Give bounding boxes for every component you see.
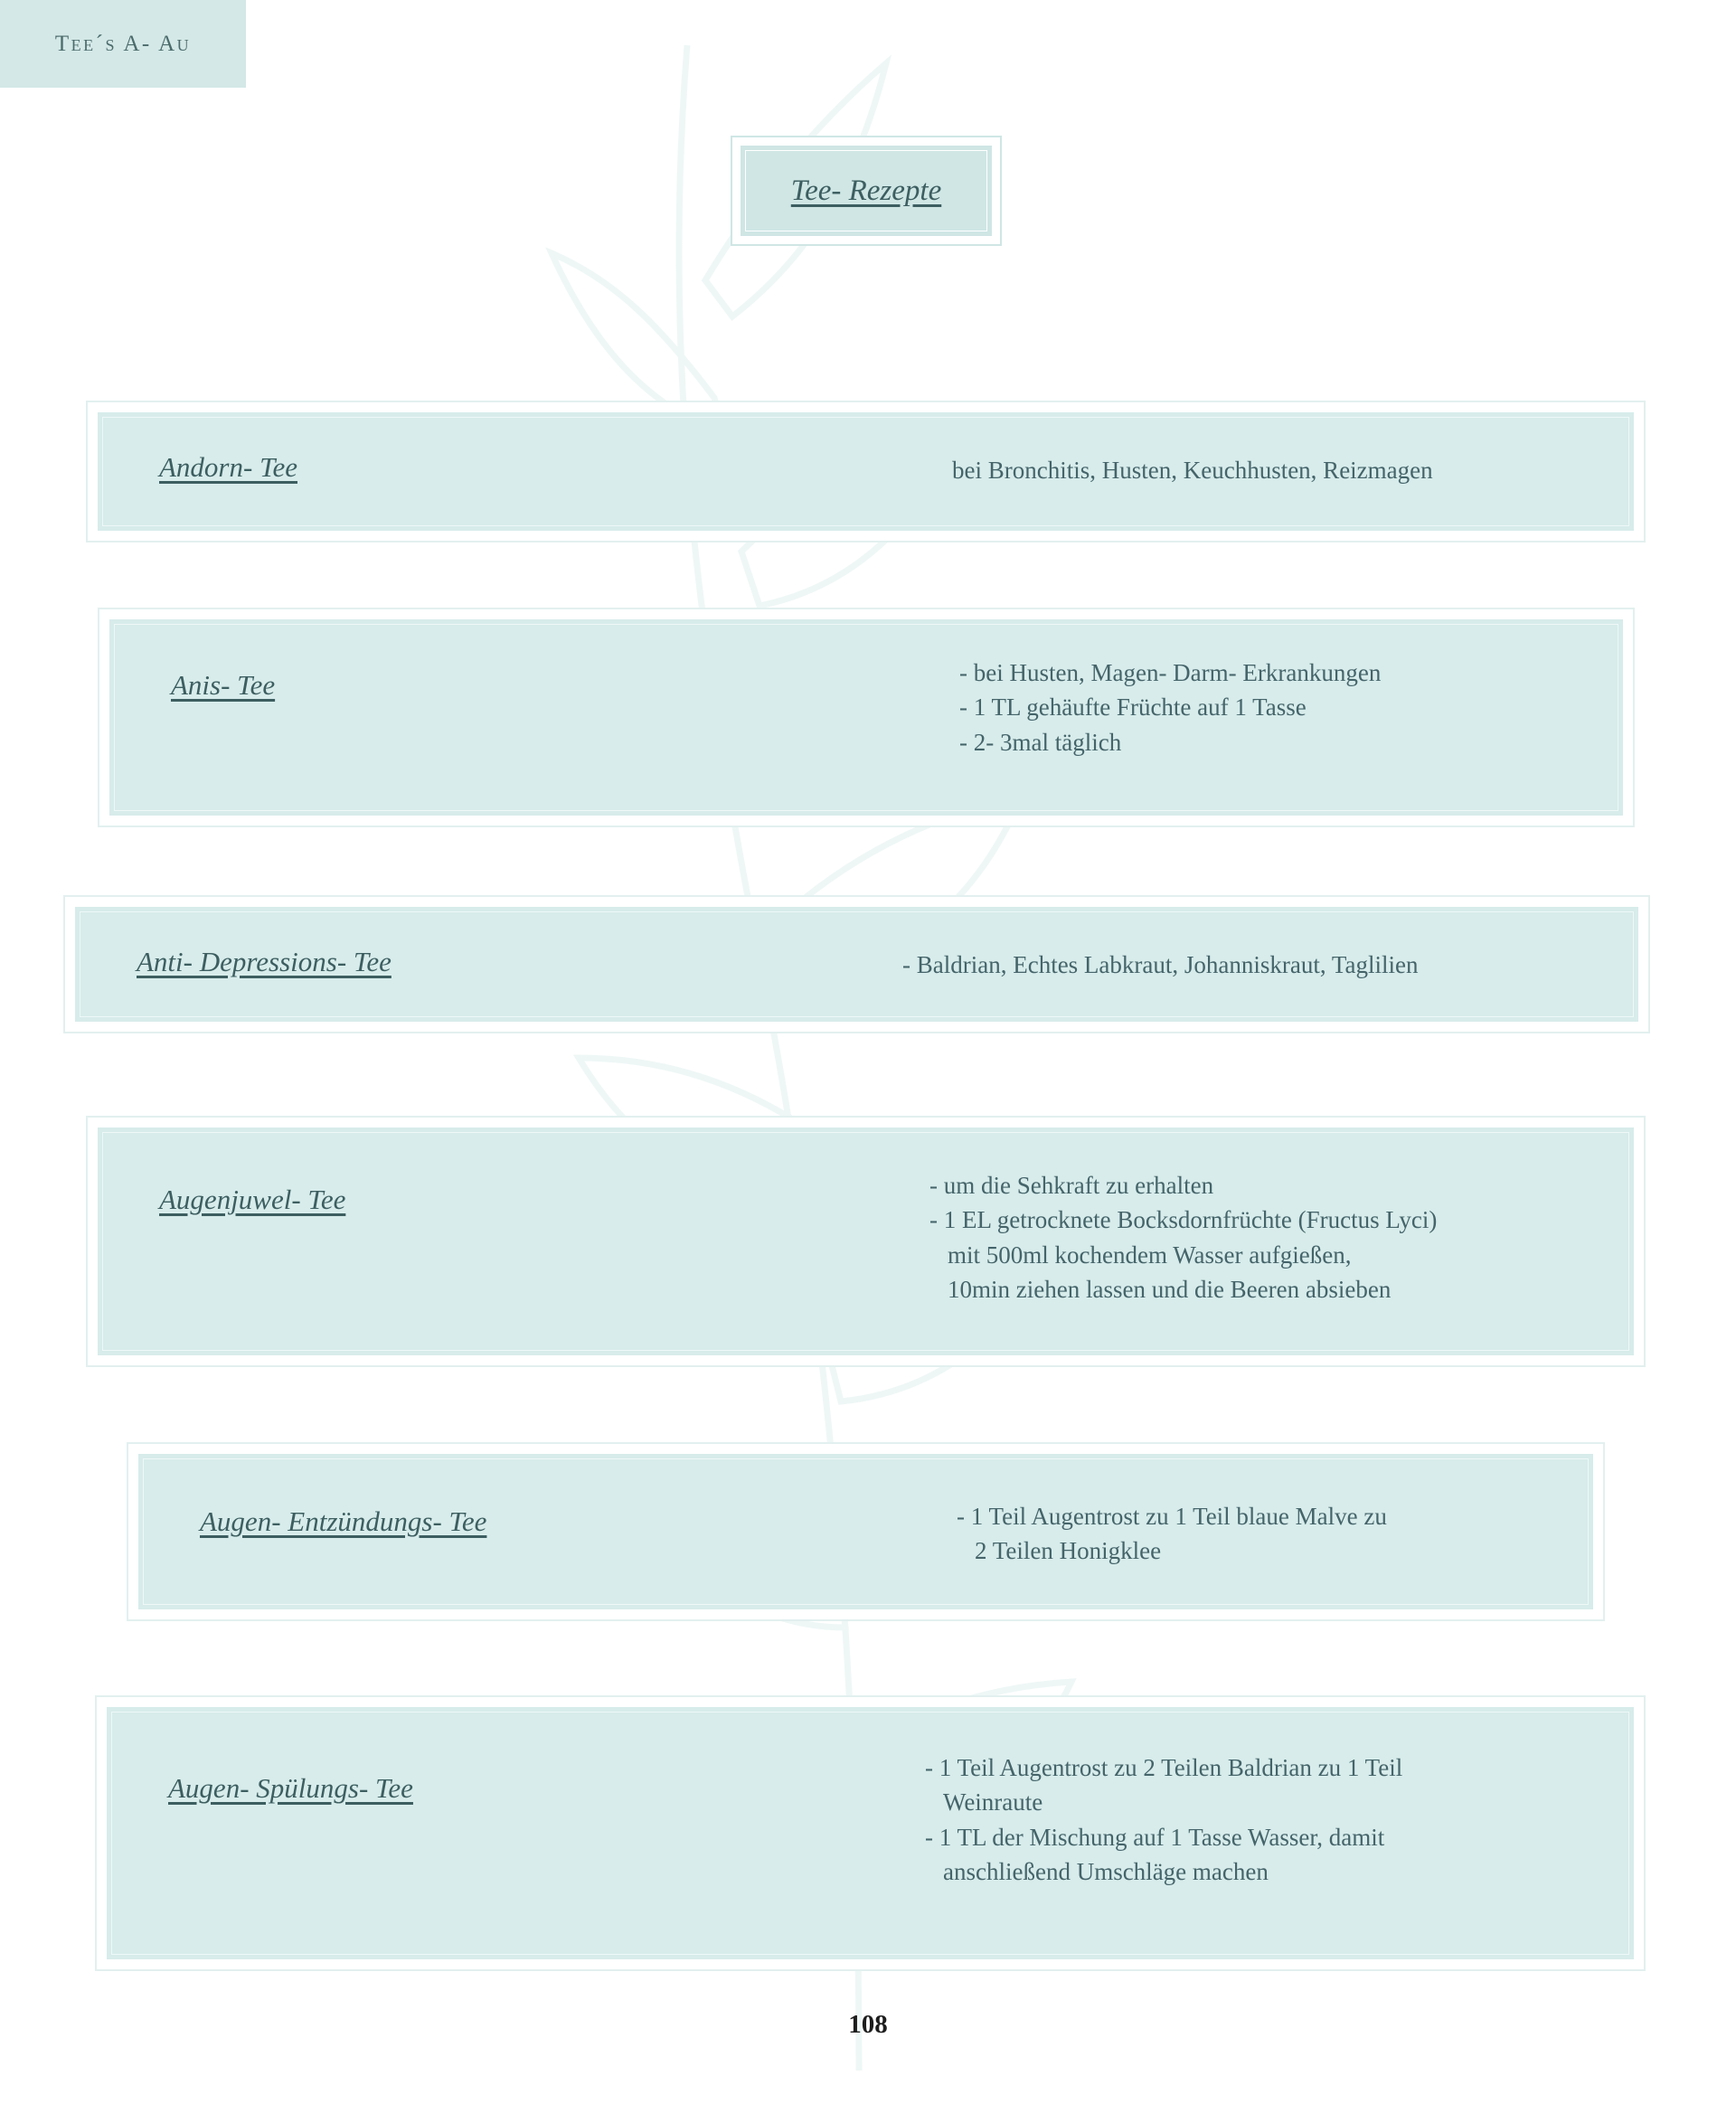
page-title: Tee- Rezepte [790,174,942,207]
recipe-line: - 1 TL gehäufte Früchte auf 1 Tasse [959,693,1307,722]
recipe-description [929,1168,1437,1307]
recipe-line: - bei Husten, Magen- Darm- Erkrankungen [959,659,1382,686]
recipe-line: 10min ziehen lassen und die Beeren absieben [948,1275,1392,1303]
page-title-box-mid [739,144,994,238]
recipe-card-inner [107,617,1626,818]
recipe-card [63,895,1650,1033]
recipe-card-rule [114,624,1618,811]
recipe-name: Augen- Entzündungs- Tee [200,1505,487,1537]
recipe-name: Anis- Tee [171,669,276,701]
recipe-line: bei Bronchitis, Husten, Keuchhusten, Reizmagen [952,457,1433,484]
recipe-line: - 1 Teil Augentrost zu 2 Teilen Baldrian zu 1 Teil [925,1754,1403,1781]
recipe-card-inner [72,904,1641,1024]
recipe-name: Anti- Depressions- Tee [137,946,392,977]
recipe-card-inner [136,1451,1596,1612]
recipe-description [925,1750,1402,1889]
recipe-line: - Baldrian, Echtes Labkraut, Johanniskraut, Taglilien [902,951,1419,978]
recipe-line: - 1 TL der Mischung auf 1 Tasse Wasser, damit [925,1823,1385,1851]
recipe-name: Augen- Spülungs- Tee [168,1772,413,1804]
page-title-box [731,136,1002,246]
section-tab-label: Tee´s A- Au [54,31,192,56]
page-number: 108 [848,2010,888,2039]
recipe-line: - 1 Teil Augentrost zu 1 Teil blaue Malve zu [957,1503,1387,1530]
recipe-description [952,453,1433,487]
section-tab [0,0,246,88]
recipe-card [95,1695,1646,1971]
recipe-name: Andorn- Tee [159,451,297,483]
recipe-line: mit 500ml kochendem Wasser aufgießen, [948,1241,1352,1269]
recipe-line: - um die Sehkraft zu erhalten [929,1172,1214,1199]
recipe-card [98,608,1635,827]
recipe-description [957,1499,1387,1569]
recipe-card [86,401,1646,543]
recipe-card-inner [95,1125,1637,1358]
recipe-description [959,656,1381,760]
recipe-card [86,1116,1646,1367]
recipe-line: - 1 EL getrocknete Bocksdornfrüchte (Fructus Lyci) [929,1206,1438,1234]
page-title-box-inner [745,150,987,231]
recipe-name: Augenjuwel- Tee [159,1184,346,1215]
recipe-description [902,948,1418,982]
recipe-card-inner [95,410,1637,533]
recipe-card [127,1442,1605,1621]
recipe-card-inner [104,1704,1637,1962]
recipe-line: Weinraute [943,1788,1043,1816]
recipe-line: anschließend Umschläge machen [943,1857,1269,1885]
recipe-line: 2 Teilen Honigklee [975,1537,1162,1565]
recipe-line: - 2- 3mal täglich [959,728,1122,756]
